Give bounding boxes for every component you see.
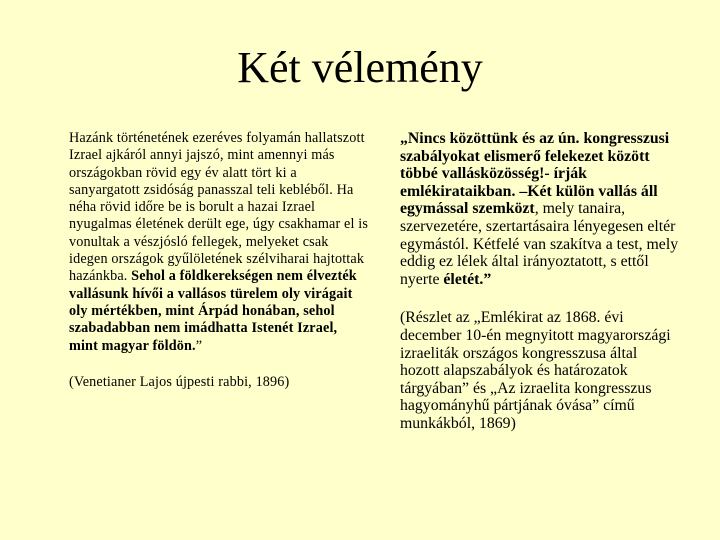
right-quote-bold-text-1: „Nincs közöttünk és az ún. kongresszusi szabályokat elismerő felekezet között többé vallásközösség!- írják emlékirataikban. –Két külön vallás áll egymással szemközt <box>400 130 670 218</box>
left-quote-source: (Venetianer Lajos újpesti rabbi, 1896) <box>69 373 290 390</box>
right-quote-bold-text-2: életét.” <box>443 270 492 288</box>
left-quote <box>69 130 369 355</box>
right-quote <box>400 130 680 288</box>
left-quote-plain-text: Hazánk történetének ezeréves folyamán hallatszott Izrael ajkáról annyi jajszó, mint amennyi más országokban rövid egy év alatt tört ki a sanyargatott zsidóság panasszal teli kebléből. Ha néha rövid időre be is borult a hazai Izrael nyugalmas életének derült ege, úgy csakhamar el is vonultak a vészjósló fellegek, melyeket csak idegen országok gyűlöletének szélviharai hajtottak hazánkba. <box>69 130 369 285</box>
left-quote-closing-mark: ” <box>195 337 203 354</box>
left-quote-bold-text: Sehol a földkerekségen nem élvezték vallásunk hívői a vallásos türelem oly virágait oly mértékben, mint Árpád honában, sehol szabadabban nem imádhatta Istenét Izrael, mint magyar földön. <box>69 268 357 354</box>
right-quote-plain-text: , mely tanaira, szervezetére, szertartásaira lényegesen eltér egymástól. Kétfelé van szakítva a test, mely eddig ez lélek által irányoztatott, s ettől nyerte <box>400 200 679 288</box>
right-quote-excerpt-source: (Részlet az „Emlékirat az 1868. évi december 10-én megnyitott magyarországi izraeliták országos kongresszusa által hozott alapszabályok és határozatok tárgyában” és „Az izraelita kongresszus hagyományhű pártjának óvása” című munkákból, 1869) <box>400 309 671 432</box>
right-quote-column <box>400 130 680 433</box>
left-quote-column <box>69 130 369 391</box>
slide-title: Két vélemény <box>237 43 483 92</box>
